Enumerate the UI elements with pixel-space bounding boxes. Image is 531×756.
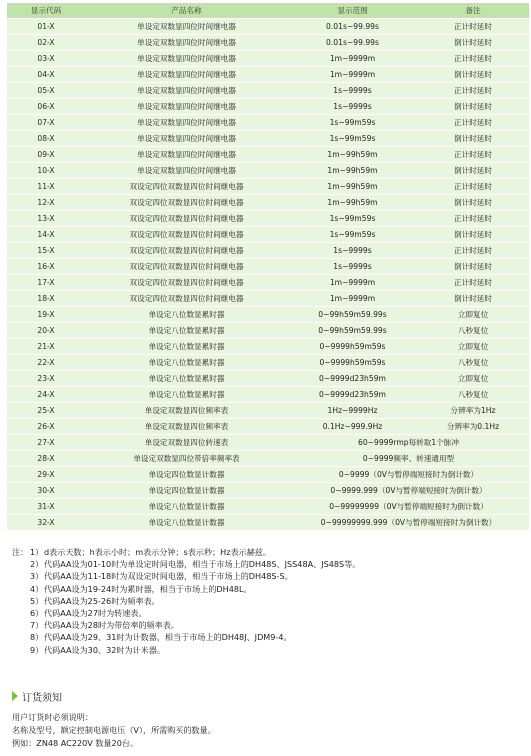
cell-remarks: 立即复位 (417, 307, 529, 323)
note-number: 8） (30, 632, 44, 643)
cell-remarks: 正计时延时 (417, 211, 529, 227)
cell-product-name: 双设定四位双数显四位时间继电器 (85, 195, 288, 211)
table-row (7, 99, 529, 115)
order-notice-title: 订货须知 (22, 692, 62, 704)
cell-display-range: 0.01s~99.99s (288, 19, 417, 35)
table-row (7, 243, 529, 259)
cell-display-range: 1m~99h59m (288, 195, 417, 211)
cell-display-range: 1s~9999s (288, 259, 417, 275)
table-row (7, 371, 529, 387)
cell-remarks: 倒计时延时 (417, 195, 529, 211)
cell-display-range: 0~9999频率、转速通用型 (288, 451, 529, 467)
cell-remarks: 正计时延时 (417, 179, 529, 195)
cell-display-code: 05-X (7, 83, 85, 99)
cell-product-name: 单设定四位数显计数器 (85, 467, 288, 483)
cell-remarks: 正计时延时 (417, 147, 529, 163)
cell-display-code: 17-X (7, 275, 85, 291)
cell-display-range: 1m~9999m (288, 291, 417, 307)
cell-product-name: 单设定双数显四位时间继电器 (85, 99, 288, 115)
cell-display-code: 16-X (7, 259, 85, 275)
note-text: d表示天数；h表示小时；m表示分钟；s表示秒；Hz表示赫兹。 (44, 547, 271, 557)
cell-display-code: 19-X (7, 307, 85, 323)
cell-remarks: 八秒复位 (417, 323, 529, 339)
note-prefix (12, 631, 30, 643)
cell-product-name: 双设定四位双数显四位时间继电器 (85, 179, 288, 195)
table-row (7, 515, 529, 531)
cell-display-code: 03-X (7, 51, 85, 67)
note-prefix: 注： (12, 547, 29, 557)
cell-display-code: 10-X (7, 163, 85, 179)
cell-product-name: 单设定双数显四位频率表 (85, 403, 288, 419)
cell-display-code: 18-X (7, 291, 85, 307)
cell-display-code: 02-X (7, 35, 85, 51)
cell-remarks: 倒计时延时 (417, 259, 529, 275)
cell-display-range: 1s~9999s (288, 243, 417, 259)
cell-display-code: 14-X (7, 227, 85, 243)
cell-display-code: 26-X (7, 419, 85, 435)
cell-display-code: 21-X (7, 339, 85, 355)
cell-display-range: 1m~99h59m (288, 147, 417, 163)
cell-display-code: 22-X (7, 355, 85, 371)
table-header-row (7, 3, 529, 19)
table-row (7, 499, 529, 515)
cell-display-code: 07-X (7, 115, 85, 131)
note-item (12, 558, 527, 570)
cell-product-name: 单设定八位数显累时器 (85, 371, 288, 387)
cell-product-name: 单设定双数显四位时间继电器 (85, 83, 288, 99)
cell-display-range: 0~99999999.999（0V与暂停端短接时为倒计数） (288, 515, 529, 531)
cell-product-name: 单设定双数显四位时间继电器 (85, 147, 288, 163)
cell-product-name: 单设定八位数显累时器 (85, 387, 288, 403)
cell-display-code: 28-X (7, 451, 85, 467)
cell-remarks: 倒计时延时 (417, 227, 529, 243)
table-row (7, 227, 529, 243)
note-text: 代码AA设为01-10时为单设定时间电器，相当于市场上的DH48S、JSS48A、JS48S等。 (44, 559, 361, 570)
cell-display-code: 30-X (7, 483, 85, 499)
order-notice-heading (12, 689, 62, 703)
header-remarks: 备注 (417, 3, 529, 19)
table-row (7, 451, 529, 467)
table-row (7, 195, 529, 211)
order-line: 名称及型号，额定控制电源电压（V），所需购买的数量。 (12, 725, 216, 735)
table-row (7, 19, 529, 35)
cell-remarks: 正计时延时 (417, 83, 529, 99)
order-line: 用户订货时必须说明： (12, 712, 93, 722)
cell-display-code: 20-X (7, 323, 85, 339)
cell-display-code: 27-X (7, 435, 85, 451)
table-row (7, 307, 529, 323)
cell-display-range: 0~9999h59m59s (288, 355, 417, 371)
note-number: 4） (30, 583, 44, 594)
note-number: 7） (30, 620, 44, 631)
cell-product-name: 双设定四位双数显四位时间继电器 (85, 227, 288, 243)
notes-section (12, 546, 527, 656)
cell-product-name: 单设定双数显四位时间继电器 (85, 19, 288, 35)
cell-remarks: 正计时延时 (417, 243, 529, 259)
cell-product-name: 双设定四位双数显四位时间继电器 (85, 259, 288, 275)
cell-remarks: 正计时延时 (417, 51, 529, 67)
cell-product-name: 单设定双数显四位频率表 (85, 419, 288, 435)
cell-display-range: 0~99h59m59.99s (288, 307, 417, 323)
note-number: 2） (30, 559, 44, 570)
cell-display-code: 31-X (7, 499, 85, 515)
note-text: 代码AA设为28时为带倍率的频率表。 (44, 620, 179, 631)
cell-product-name: 双设定四位双数显四位时间继电器 (85, 291, 288, 307)
cell-display-code: 15-X (7, 243, 85, 259)
cell-display-range: 0~9999d23h59m (288, 387, 417, 403)
table-row (7, 403, 529, 419)
note-item (12, 619, 527, 631)
cell-remarks: 倒计时延时 (417, 35, 529, 51)
cell-display-range: 0~9999h59m59s (288, 339, 417, 355)
note-prefix (12, 619, 30, 631)
order-line: 例如：ZN48 AC220V 数量20台。 (12, 738, 139, 748)
note-item (12, 607, 527, 619)
note-item (12, 644, 527, 656)
cell-remarks: 八秒复位 (417, 387, 529, 403)
table-row (7, 259, 529, 275)
note-number: 9） (30, 644, 44, 655)
note-text: 代码AA设为19-24时为累时器，相当于市场上的DH48L。 (44, 583, 252, 594)
cell-display-range: 1s~9999s (288, 83, 417, 99)
cell-remarks: 倒计时延时 (417, 163, 529, 179)
cell-product-name: 单设定双数显四位时间继电器 (85, 35, 288, 51)
cell-product-name: 单设定八位数显累时器 (85, 339, 288, 355)
cell-display-range: 1m~9999m (288, 275, 417, 291)
note-number: 1） (30, 547, 44, 557)
cell-remarks: 正计时延时 (417, 19, 529, 35)
cell-product-name: 单设定双数显四位时间继电器 (85, 67, 288, 83)
table-row (7, 35, 529, 51)
table-row (7, 355, 529, 371)
cell-display-range: 1s~99m59s (288, 227, 417, 243)
cell-product-name: 单设定双数显四位时间继电器 (85, 163, 288, 179)
cell-product-name: 双设定四位双数显四位时间继电器 (85, 211, 288, 227)
table-row (7, 387, 529, 403)
table-row (7, 163, 529, 179)
table-row (7, 147, 529, 163)
cell-remarks: 分辨率为1Hz (417, 403, 529, 419)
cell-display-code: 11-X (7, 179, 85, 195)
cell-display-range: 1m~9999m (288, 51, 417, 67)
order-notice-body (12, 711, 527, 750)
note-number: 6） (30, 608, 44, 619)
cell-product-name: 单设定双数显四位时间继电器 (85, 115, 288, 131)
cell-product-name: 单设定双数显四位转速表 (85, 435, 288, 451)
cell-display-range: 1m~99h59m (288, 179, 417, 195)
cell-display-range: 0.01s~99.99s (288, 35, 417, 51)
cell-display-code: 01-X (7, 19, 85, 35)
cell-remarks: 正计时延时 (417, 275, 529, 291)
cell-remarks: 立即复位 (417, 339, 529, 355)
cell-display-code: 25-X (7, 403, 85, 419)
cell-display-range: 1Hz~9999Hz (288, 403, 417, 419)
note-item (12, 546, 527, 558)
cell-display-code: 32-X (7, 515, 85, 531)
table-row (7, 339, 529, 355)
cell-display-range: 1m~99h59m (288, 163, 417, 179)
cell-display-range: 0~9999.999（0V与暂停端短接时为倒计数） (288, 483, 529, 499)
cell-product-name: 双设定四位双数显四位时间继电器 (85, 275, 288, 291)
table-row (7, 483, 529, 499)
note-item (12, 583, 527, 595)
cell-product-name: 单设定八位数显计数器 (85, 515, 288, 531)
note-number: 3） (30, 571, 44, 582)
cell-remarks: 倒计时延时 (417, 131, 529, 147)
cell-display-range: 1m~9999m (288, 67, 417, 83)
cell-display-range: 0~9999d23h59m (288, 371, 417, 387)
header-product-name: 产品名称 (85, 3, 288, 19)
note-prefix (12, 644, 30, 656)
note-text: 代码AA设为30、32时为计米器。 (44, 644, 165, 655)
note-item (12, 595, 527, 607)
table-row (7, 115, 529, 131)
header-display-range: 显示范围 (288, 3, 417, 19)
cell-remarks: 八秒复位 (417, 355, 529, 371)
cell-remarks: 倒计时延时 (417, 99, 529, 115)
note-prefix (12, 595, 30, 607)
note-prefix (12, 558, 30, 570)
cell-display-code: 09-X (7, 147, 85, 163)
table-row (7, 419, 529, 435)
cell-display-range: 60~9999rmp每转取1个脉冲 (288, 435, 529, 451)
cell-display-range: 0~99h59m59.99s (288, 323, 417, 339)
cell-product-name: 单设定八位数显计数器 (85, 499, 288, 515)
cell-display-code: 12-X (7, 195, 85, 211)
cell-display-code: 29-X (7, 467, 85, 483)
note-prefix (12, 570, 30, 582)
table-row (7, 323, 529, 339)
table-row (7, 67, 529, 83)
table-row (7, 211, 529, 227)
cell-remarks: 倒计时延时 (417, 291, 529, 307)
cell-product-name: 单设定双数显四位带倍率频率表 (85, 451, 288, 467)
cell-display-range: 0~99999999（0V与暂停端短接时为倒计数） (288, 499, 529, 515)
note-prefix (12, 607, 30, 619)
cell-product-name: 单设定八位数显累时器 (85, 323, 288, 339)
note-text: 代码AA设为11-18时为双设定时间电器，相当于市场上的DH48S-S。 (44, 571, 293, 582)
table-body (7, 19, 529, 531)
cell-display-range: 1s~99m59s (288, 131, 417, 147)
table-row (7, 83, 529, 99)
cell-display-code: 04-X (7, 67, 85, 83)
cell-display-code: 13-X (7, 211, 85, 227)
cell-product-name: 单设定双数显四位时间继电器 (85, 131, 288, 147)
cell-product-name: 单设定四位数显计数器 (85, 483, 288, 499)
cell-product-name: 单设定八位数显累时器 (85, 307, 288, 323)
cell-product-name: 单设定双数显四位时间继电器 (85, 51, 288, 67)
cell-display-code: 06-X (7, 99, 85, 115)
table-row (7, 179, 529, 195)
table-row (7, 275, 529, 291)
note-text: 代码AA设为25-26时为频率表。 (44, 595, 160, 606)
note-item (12, 631, 527, 643)
cell-display-code: 23-X (7, 371, 85, 387)
table-row (7, 291, 529, 307)
cell-display-code: 08-X (7, 131, 85, 147)
cell-remarks: 分辨率为0.1Hz (417, 419, 529, 435)
triangle-arrow-icon (12, 691, 18, 701)
note-number: 5） (30, 595, 44, 606)
note-text: 代码AA设为29、31时为计数器，相当于市场上的DH48J、JDM9-4。 (44, 632, 292, 643)
cell-remarks: 正计时延时 (417, 115, 529, 131)
cell-product-name: 双设定四位双数显四位时间继电器 (85, 243, 288, 259)
cell-display-code: 24-X (7, 387, 85, 403)
cell-display-range: 0~9999（0V与暂停端短接时为倒计数） (288, 467, 529, 483)
header-display-code: 显示代码 (7, 3, 85, 19)
table-row (7, 467, 529, 483)
note-prefix (12, 583, 30, 595)
cell-remarks: 倒计时延时 (417, 67, 529, 83)
product-code-table (7, 3, 529, 531)
cell-display-range: 0.1Hz~999.9Hz (288, 419, 417, 435)
table-row (7, 435, 529, 451)
cell-display-range: 1s~99m59s (288, 115, 417, 131)
table-row (7, 131, 529, 147)
cell-display-range: 1s~9999s (288, 99, 417, 115)
note-item (12, 570, 527, 582)
note-text: 代码AA设为27时为转速表。 (44, 608, 147, 619)
cell-product-name: 单设定八位数显累时器 (85, 355, 288, 371)
cell-remarks: 立即复位 (417, 371, 529, 387)
cell-display-range: 1s~99m59s (288, 211, 417, 227)
table-row (7, 51, 529, 67)
